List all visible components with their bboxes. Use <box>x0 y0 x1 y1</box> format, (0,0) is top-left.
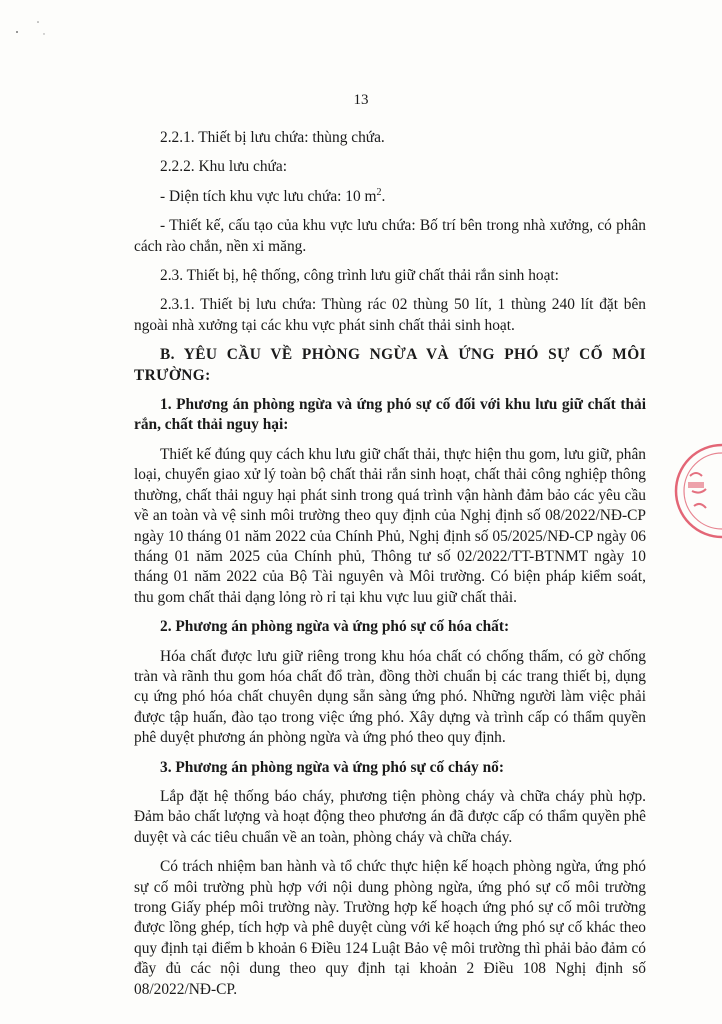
document-body <box>134 128 646 1009</box>
para-2-3: 2.3. Thiết bị, hệ thống, công trình lưu giữ chất thải rắn sinh hoạt: <box>160 267 559 285</box>
red-seal-stamp-fragment <box>672 436 722 546</box>
area-superscript: 2 <box>376 186 382 198</box>
scan-speckles <box>14 18 54 43</box>
para-area <box>134 187 646 207</box>
area-text: - Diện tích khu vực lưu chứa: 10 m <box>160 187 377 205</box>
section-b-heading: B. YÊU CẦU VỀ PHÒNG NGỪA VÀ ỨNG PHÓ SỰ CỐ MÔI TRƯỜNG: <box>134 346 646 384</box>
area-after: . <box>381 187 386 205</box>
para-2-2-1: 2.2.1. Thiết bị lưu chứa: thùng chứa. <box>160 129 385 146</box>
heading-3: 3. Phương án phòng ngừa và ứng phó sự cố cháy nổ: <box>160 758 504 776</box>
heading-2: 2. Phương án phòng ngừa và ứng phó sự cố hóa chất: <box>160 618 510 636</box>
para-2-2-2: 2.2.2. Khu lưu chứa: <box>160 158 287 176</box>
page-number: 13 <box>353 92 369 108</box>
para-2-3-1: 2.3.1. Thiết bị lưu chứa: Thùng rác 02 thùng 50 lít, 1 thùng 240 lít đặt bên ngoài nhà xưởng tại các khu vực phát sinh chất thải sinh hoạt. <box>134 296 646 334</box>
para-response-plan: Có trách nhiệm ban hành và tổ chức thực hiện kế hoạch phòng ngừa, ứng phó sự cố môi trường phù hợp với nội dung phòng ngừa, ứng phó sự cố môi trường trong Giấy phép môi trường này. Trường hợp kế hoạch ứng phó sự cố môi trường được lồng ghép, tích hợp và phê duyệt cùng với kế hoạch ứng phó sự cố khác theo quy định tại điểm b khoản 6 Điều 124 Luật Bảo vệ môi trường thì phải bảo đảm có đầy đủ các nội dung theo quy định tại khoản 2 Điều 108 Nghị định số 08/2022/NĐ-CP. <box>134 858 646 998</box>
para-fire: Lắp đặt hệ thống báo cháy, phương tiện phòng cháy và chữa cháy phù hợp. Đảm bảo chất lượng và hoạt động theo phương án đã được cấp có thẩm quyền phê duyệt và các tiêu chuẩn về an toàn, phòng cháy và chữa cháy. <box>134 787 646 846</box>
heading-1: 1. Phương án phòng ngừa và ứng phó sự cố đối với khu lưu giữ chất thải rắn, chất thải nguy hại: <box>134 396 646 434</box>
para-chemicals: Hóa chất được lưu giữ riêng trong khu hóa chất có chống thấm, có gờ chống tràn và rãnh thu gom hóa chất đổ tràn, đồng thời chuẩn bị các trang thiết bị, dụng cụ ứng phó hóa chất chuyên dụng sẵn sàng ứng phó. Những người làm việc phải được tập huấn, đào tạo trong việc ứng phó. Xây dựng và trình cấp có thẩm quyền phê duyệt phương án phòng ngừa và ứng phó theo quy định. <box>134 647 646 747</box>
para-waste-storage: Thiết kế đúng quy cách khu lưu giữ chất thải, thực hiện thu gom, lưu giữ, phân loại, chuyển giao xử lý toàn bộ chất thải rắn sinh hoạt, chất thải công nghiệp thông thường, chất thải nguy hại phát sinh trong quá trình vận hành đảm bảo các yêu cầu về an toàn và vệ sinh môi trường theo quy định của Nghị định số 08/2022/NĐ-CP ngày 10 tháng 01 năm 2022 của Chính Phủ, Nghị định số 05/2025/NĐ-CP ngày 06 tháng 01 năm 2025 của Chính phủ, Thông tư số 02/2022/TT-BTNMT ngày 10 tháng 01 năm 2022 của Bộ Tài nguyên và Môi trường. Có biện pháp kiểm soát, thu gom chất thải dạng lỏng rò rỉ tại khu vực luu giữ chất thải. <box>134 445 646 606</box>
para-design: - Thiết kế, cấu tạo của khu vực lưu chứa: Bố trí bên trong nhà xưởng, có phân cách rào chắn, nền xi măng. <box>134 217 646 255</box>
